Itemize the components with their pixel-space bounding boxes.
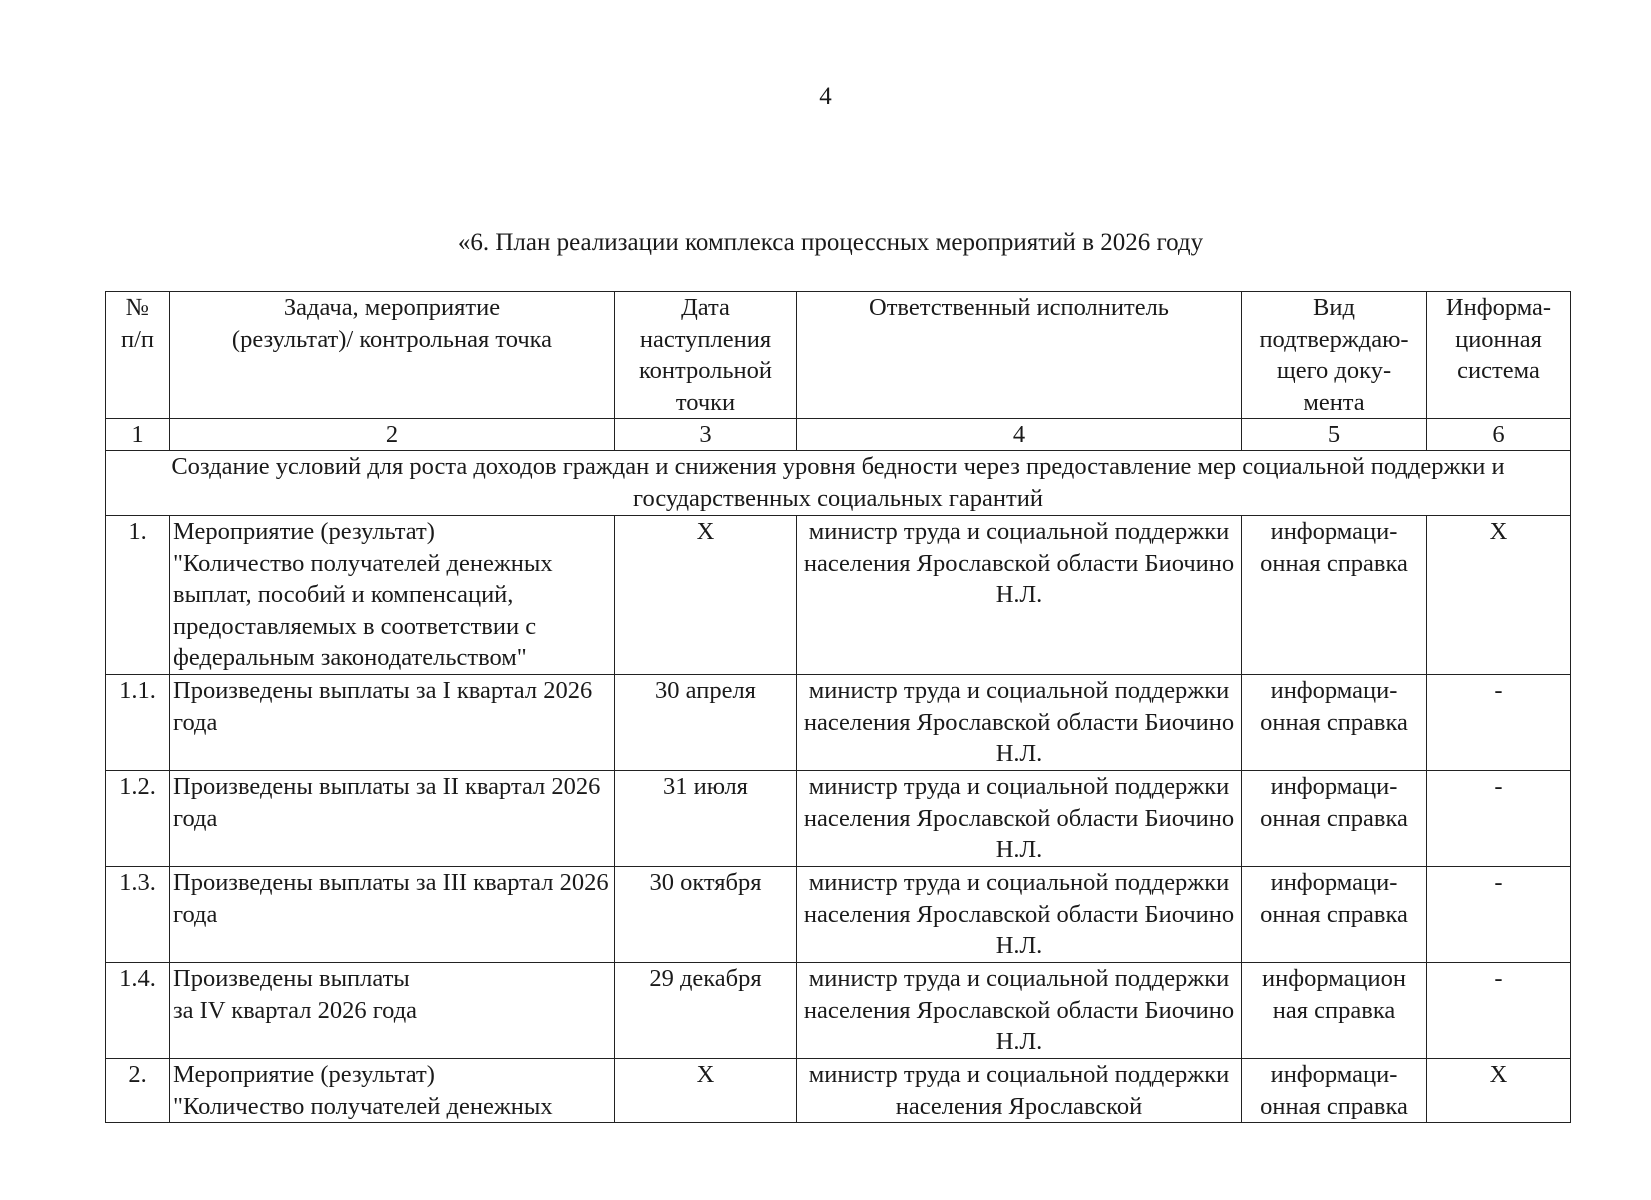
- row-task-cell: Произведены выплаты за III квартал 2026 года: [170, 867, 615, 963]
- row-document-cell: информаци- онная справка: [1242, 867, 1427, 963]
- table-row: [106, 867, 1571, 963]
- row-task-cell: Произведены выплаты за IV квартал 2026 года: [170, 963, 615, 1059]
- row-executor-cell: министр труда и социальной поддержки населения Ярославской области Биочино Н.Л.: [797, 516, 1242, 675]
- header-cell-document: Вид подтверждаю- щего доку- мента: [1242, 292, 1427, 419]
- row-number-cell: 1.1.: [106, 675, 170, 771]
- page-number: 4: [819, 83, 832, 110]
- table-row: [106, 771, 1571, 867]
- row-date-cell: Х: [615, 516, 797, 675]
- header-cell-date: Дата наступления контрольной точки: [615, 292, 797, 419]
- row-number-cell: 1.3.: [106, 867, 170, 963]
- header-cell-number: № п/п: [106, 292, 170, 419]
- row-number-cell: 1.4.: [106, 963, 170, 1059]
- row-document-cell: информаци- онная справка: [1242, 1059, 1427, 1123]
- header-cell-task: Задача, мероприятие (результат)/ контрольная точка: [170, 292, 615, 419]
- column-number-cell: 2: [170, 419, 615, 451]
- row-date-cell: 30 апреля: [615, 675, 797, 771]
- row-date-cell: Х: [615, 1059, 797, 1123]
- row-number-cell: 2.: [106, 1059, 170, 1123]
- column-number-cell: 3: [615, 419, 797, 451]
- row-document-cell: информацион ная справка: [1242, 963, 1427, 1059]
- document-title: «6. План реализации комплекса процессных мероприятий в 2026 году: [457, 229, 1204, 256]
- row-system-cell: Х: [1427, 1059, 1571, 1123]
- section-title-cell: Создание условий для роста доходов граждан и снижения уровня бедности через предоставление мер социальной поддержки и государственных социальных гарантий: [106, 451, 1571, 516]
- row-date-cell: 30 октября: [615, 867, 797, 963]
- row-date-cell: 29 декабря: [615, 963, 797, 1059]
- column-number-cell: 6: [1427, 419, 1571, 451]
- row-executor-cell: министр труда и социальной поддержки населения Ярославской: [797, 1059, 1242, 1123]
- header-cell-system: Информа- ционная система: [1427, 292, 1571, 419]
- column-number-cell: 4: [797, 419, 1242, 451]
- row-number-cell: 1.: [106, 516, 170, 675]
- column-number-cell: 1: [106, 419, 170, 451]
- row-document-cell: информаци- онная справка: [1242, 675, 1427, 771]
- row-document-cell: информаци- онная справка: [1242, 771, 1427, 867]
- row-executor-cell: министр труда и социальной поддержки населения Ярославской области Биочино Н.Л.: [797, 963, 1242, 1059]
- row-document-cell: информаци- онная справка: [1242, 516, 1427, 675]
- row-executor-cell: министр труда и социальной поддержки населения Ярославской области Биочино Н.Л.: [797, 867, 1242, 963]
- row-system-cell: -: [1427, 675, 1571, 771]
- column-number-cell: 5: [1242, 419, 1427, 451]
- row-executor-cell: министр труда и социальной поддержки населения Ярославской области Биочино Н.Л.: [797, 675, 1242, 771]
- table-row: [106, 516, 1571, 675]
- table-row: [106, 1059, 1571, 1123]
- header-cell-executor: Ответственный исполнитель: [797, 292, 1242, 419]
- row-task-cell: Произведены выплаты за II квартал 2026 года: [170, 771, 615, 867]
- row-date-cell: 31 июля: [615, 771, 797, 867]
- table-row: [106, 675, 1571, 771]
- row-number-cell: 1.2.: [106, 771, 170, 867]
- row-task-cell: Мероприятие (результат) "Количество получателей денежных: [170, 1059, 615, 1123]
- section-title-row: [106, 451, 1571, 516]
- column-number-row: [106, 419, 1571, 451]
- row-task-cell: Мероприятие (результат) "Количество получателей денежных выплат, пособий и компенсаций, предоставляемых в соответствии с федеральным законодательством": [170, 516, 615, 675]
- plan-table: [105, 291, 1571, 1123]
- table-header-row: [106, 292, 1571, 419]
- row-system-cell: -: [1427, 771, 1571, 867]
- table-row: [106, 963, 1571, 1059]
- row-task-cell: Произведены выплаты за I квартал 2026 года: [170, 675, 615, 771]
- row-system-cell: Х: [1427, 516, 1571, 675]
- row-system-cell: -: [1427, 867, 1571, 963]
- row-executor-cell: министр труда и социальной поддержки населения Ярославской области Биочино Н.Л.: [797, 771, 1242, 867]
- row-system-cell: -: [1427, 963, 1571, 1059]
